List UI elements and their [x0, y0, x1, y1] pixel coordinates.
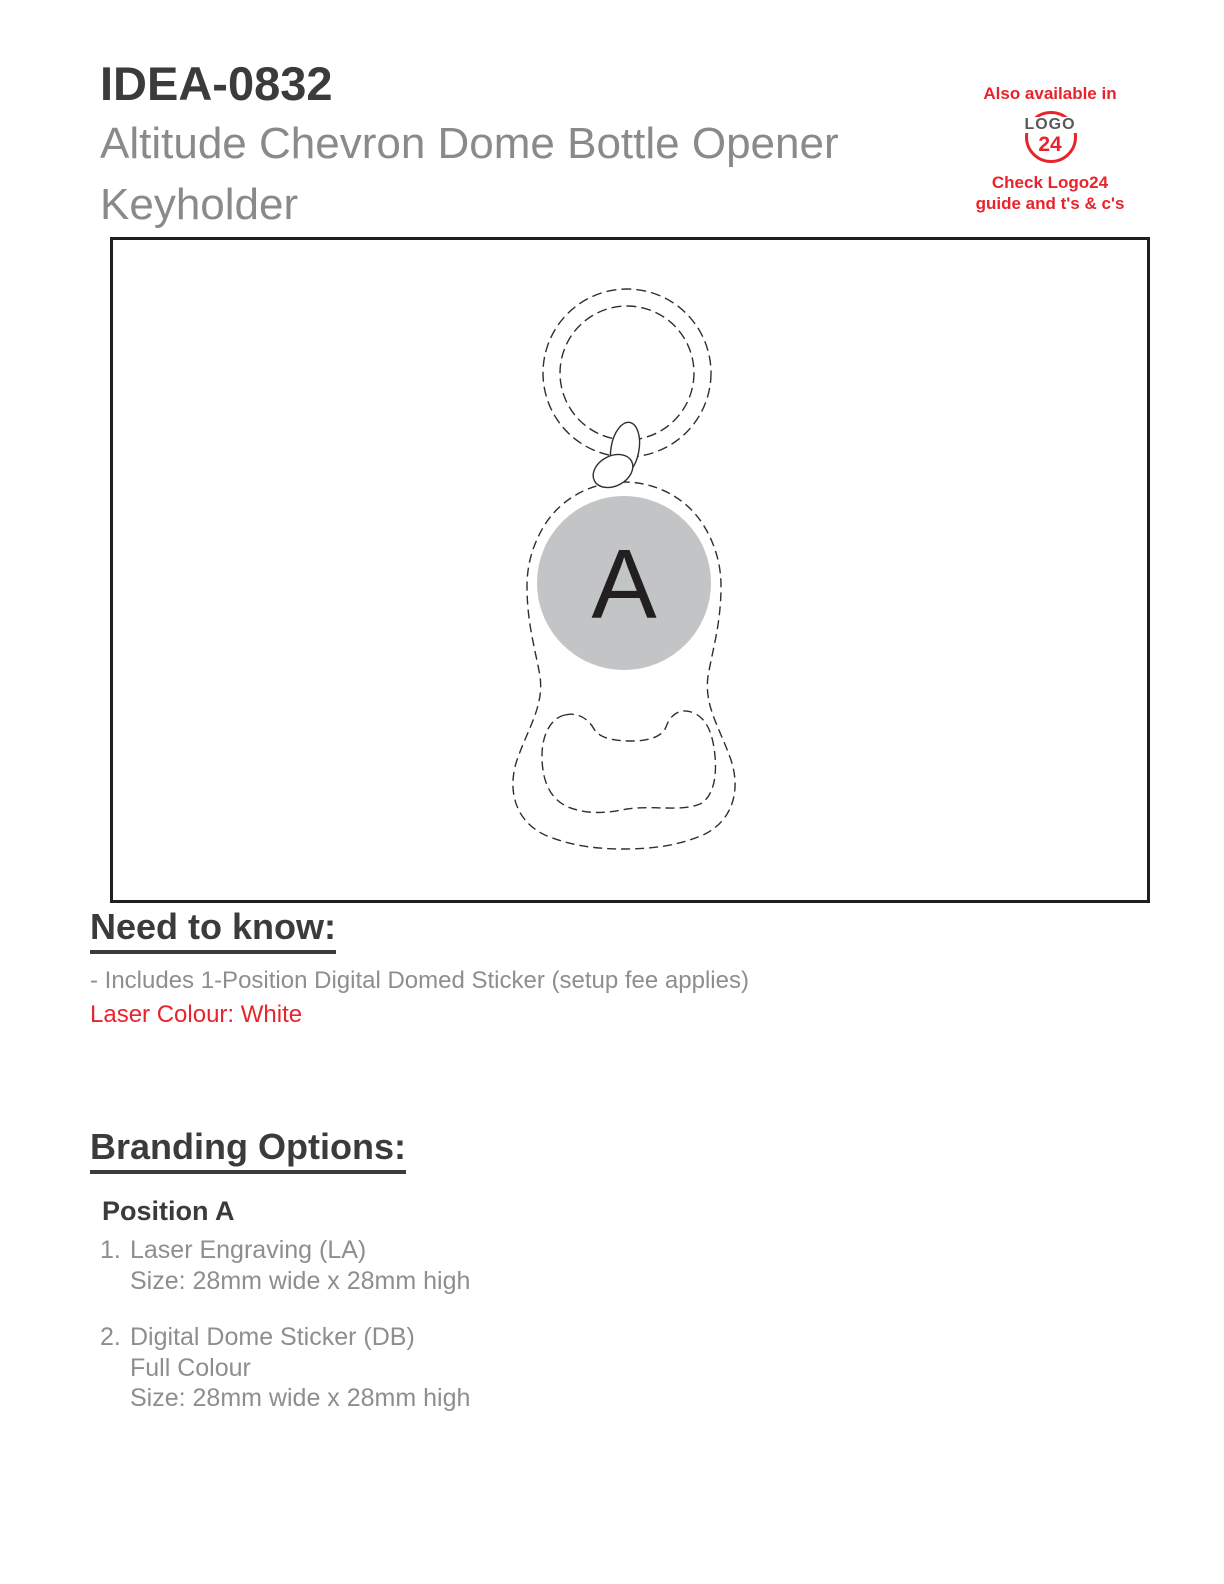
laser-colour-note: Laser Colour: White [90, 1001, 303, 1029]
position-a-marker-letter: A [591, 529, 657, 639]
badge-also-available-text: Also available in [983, 84, 1117, 103]
badge-guide-text: guide and t's & c's [975, 193, 1125, 213]
branding-option-1 [100, 1235, 470, 1296]
need-to-know-item: - Includes 1-Position Digital Domed Sticker (setup fee applies) [90, 967, 749, 995]
logo24-icon [1018, 107, 1082, 169]
branding-options-heading: Branding Options: [90, 1126, 406, 1174]
need-to-know-heading: Need to know: [90, 906, 336, 954]
keyholder-drawing [449, 278, 809, 878]
branding-option-2 [100, 1322, 470, 1414]
option-2-name: Digital Dome Sticker (DB) [130, 1323, 415, 1352]
keyring-inner-circle [560, 306, 694, 440]
badge-check-logo24-text: Check Logo24 [991, 173, 1109, 193]
bottle-opener-cutout [542, 711, 715, 813]
option-2-size: Size: 28mm wide x 28mm high [130, 1384, 471, 1413]
option-2-number: 2. [100, 1323, 121, 1352]
position-a-label: Position A [102, 1196, 235, 1227]
option-1-size: Size: 28mm wide x 28mm high [130, 1266, 471, 1295]
need-to-know-section [90, 906, 749, 1030]
logo24-badge [952, 84, 1148, 214]
logo24-number: 24 [1038, 133, 1062, 157]
option-1-number: 1. [100, 1236, 121, 1265]
product-code: IDEA-0832 [100, 57, 333, 110]
logo24-word: LOGO [1024, 116, 1076, 134]
product-name: Altitude Chevron Dome Bottle Opener Keyholder [100, 119, 839, 229]
option-2-colour: Full Colour [130, 1353, 251, 1382]
product-image-box [110, 237, 1150, 903]
option-1-name: Laser Engraving (LA) [130, 1236, 367, 1265]
branding-options-section [90, 1126, 470, 1440]
